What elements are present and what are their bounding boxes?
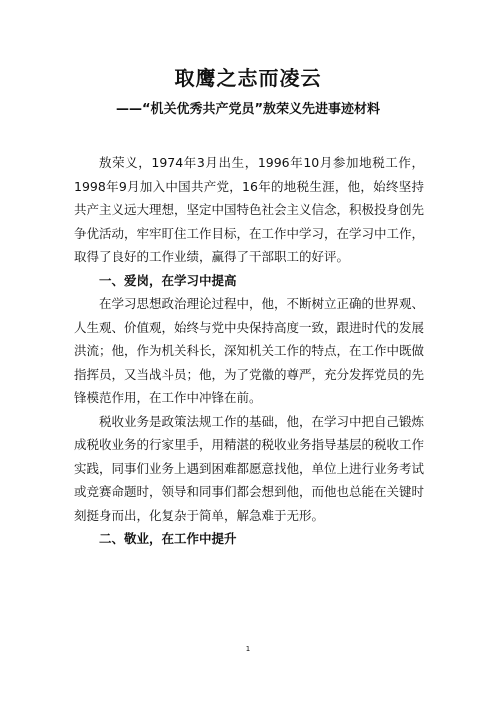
section-heading-1: 一、爱岗，在学习中提高 — [99, 272, 237, 288]
page-number: 1 — [245, 645, 251, 653]
paragraph-tax-business: 税收业务是政策法规工作的基础，他，在学习中把自己锻炼成税收业务的行家里手，用精湛的税收业务指导基层的税收工作实践，同事们业务上遇到困难都愿意找他，单位上进行业务考试或竞赛命题时，领导和同事们都会想到他，而他也总能在关键时刻挺身而出，化复杂于简单，解急难于无形。 — [74, 413, 425, 523]
document-body — [74, 151, 424, 551]
section-heading-2: 二、敬业，在工作中提升 — [99, 531, 237, 546]
document-title: 取鹰之志而凌云 — [174, 66, 322, 90]
paragraph-study: 在学习思想政治理论过程中，他，不断树立正确的世界观、人生观、价值观，始终与党中央保持高度一致，跟进时代的发展洪流；他，作为机关科长，深知机关工作的特点，在工作中既做指挥员，又当战斗员；他，为了党徽的尊严，充分发挥党员的先锋模范作用，在工作中冲锋在前。 — [74, 296, 425, 405]
document-subtitle: ——“机关优秀共产党员”敖荣义先进事迹材料 — [115, 102, 381, 117]
paragraph-intro: 敖荣义，1974年3月出生，1996年10月参加地税工作，1998年9月加入中国共产党，16年的地税生涯，他，始终坚持共产主义远大理想，坚定中国特色社会主义信念，积极投身创先争优活动，牢牢盯住工作目标，在工作中学习，在学习中工作，取得了良好的工作业绩，赢得了干部职工的好评。 — [74, 155, 425, 264]
